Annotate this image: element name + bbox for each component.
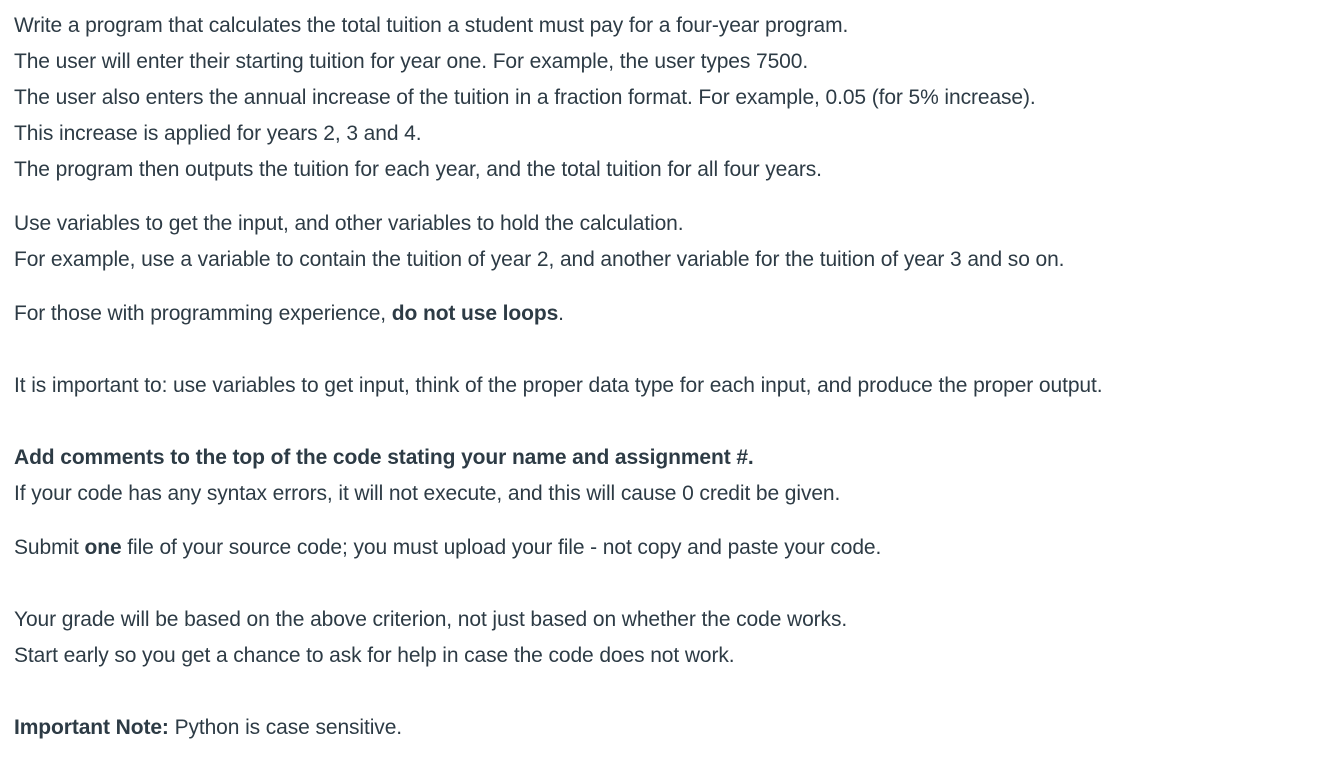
intro-line-4: This increase is applied for years 2, 3 and 4. <box>14 122 422 145</box>
intro-line-1: Write a program that calculates the total tuition a student must pay for a four-year program. <box>14 14 849 37</box>
important-note-text: Python is case sensitive. <box>168 716 403 739</box>
intro-line-3: The user also enters the annual increase of the tuition in a fraction format. For example, 0.05 (for 5% increase). <box>14 86 1036 109</box>
submit-prefix: Submit <box>14 536 85 559</box>
loops-line <box>14 300 564 328</box>
syntax-line: If your code has any syntax errors, it will not execute, and this will cause 0 credit be given. <box>14 482 841 505</box>
important-to-line: It is important to: use variables to get input, think of the proper data type for each input, and produce the proper output. <box>14 374 1103 397</box>
variables-line-2: For example, use a variable to contain the tuition of year 2, and another variable for the tuition of year 3 and so on. <box>14 248 1065 271</box>
submit-suffix: file of your source code; you must upload your file - not copy and paste your code. <box>121 536 882 559</box>
grade-line-2: Start early so you get a chance to ask for help in case the code does not work. <box>14 644 735 667</box>
loops-suffix: . <box>558 302 564 325</box>
important-note-label: Important Note: <box>14 716 169 739</box>
loops-prefix: For those with programming experience, <box>14 302 392 325</box>
submit-bold: one <box>84 536 122 559</box>
important-note-line <box>14 714 402 742</box>
variables-line-1: Use variables to get the input, and other variables to hold the calculation. <box>14 212 684 235</box>
loops-bold: do not use loops <box>391 302 559 325</box>
grade-line-1: Your grade will be based on the above criterion, not just based on whether the code works. <box>14 608 848 631</box>
intro-line-5: The program then outputs the tuition for each year, and the total tuition for all four years. <box>14 158 822 181</box>
intro-line-2: The user will enter their starting tuition for year one. For example, the user types 7500. <box>14 50 809 73</box>
submit-line <box>14 534 881 562</box>
comments-line: Add comments to the top of the code stating your name and assignment #. <box>14 446 754 469</box>
